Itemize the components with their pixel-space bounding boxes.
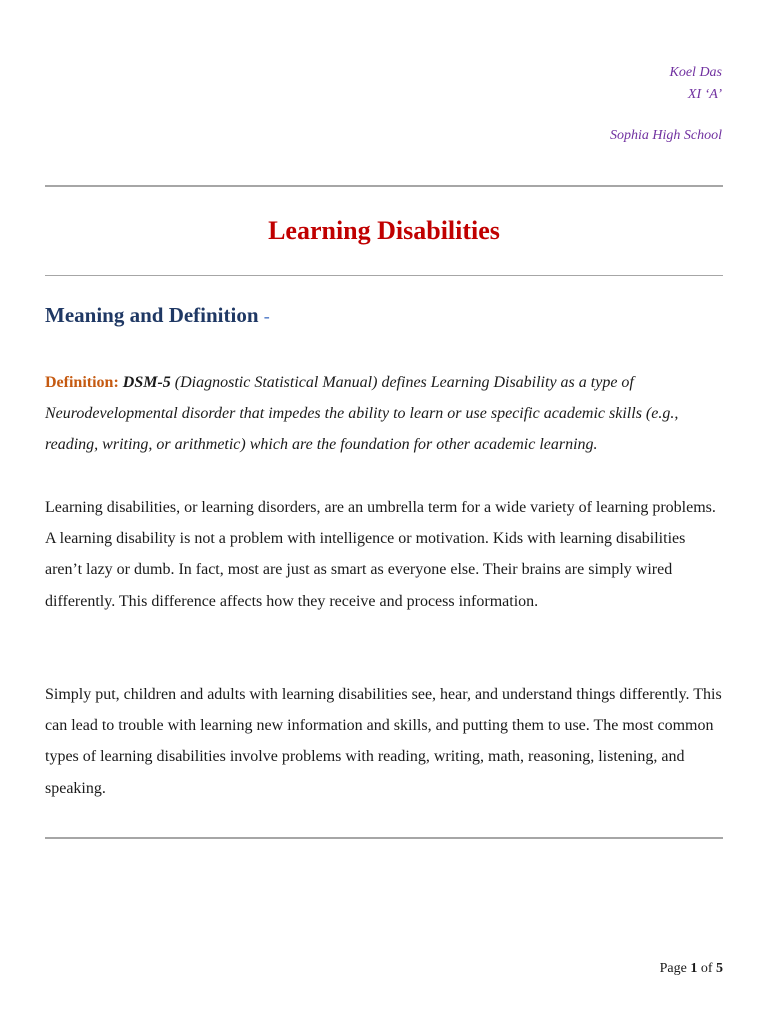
author-class: XI ‘A’ — [687, 87, 722, 102]
definition-text: (Diagnostic Statistical Manual) defines Learning Disability as a type of Neurodevelopmental disorder that impedes the ability to learn or use specific academic skills (e.g., reading, writing, or arithmetic) which are the foundation for other academic learning. — [45, 374, 679, 454]
bottom-divider — [45, 837, 723, 839]
definition-term: DSM-5 — [122, 374, 171, 391]
top-divider — [45, 185, 723, 187]
author-block — [610, 62, 722, 147]
page-number — [660, 958, 723, 980]
body-paragraph-2: Simply put, children and adults with learning disabilities see, hear, and understand things differently. This can lead to trouble with learning new information and skills, and putting them to use. The most common types of learning disabilities involve problems with reading, writing, math, reasoning, listening, and speaking. — [45, 686, 722, 797]
author-name: Koel Das — [669, 65, 722, 80]
page-title: Learning Disabilities — [268, 216, 500, 245]
section-heading — [45, 298, 270, 333]
of-label: of — [700, 961, 713, 976]
current-page: 1 — [690, 961, 698, 976]
definition-paragraph — [45, 367, 725, 461]
page-label: Page — [659, 961, 687, 976]
body-paragraph-1: Learning disabilities, or learning disorders, are an umbrella term for a wide variety of learning problems. A learning disability is not a problem with intelligence or motivation. Kids with learning disabilities aren’t lazy or dumb. In fact, most are just as smart as everyone else. Their brains are simply wired differently. This difference affects how they receive and process information. — [45, 499, 716, 610]
section-heading-text: Meaning and Definition — [45, 303, 259, 327]
total-pages: 5 — [716, 961, 723, 976]
definition-label: Definition: — [45, 374, 119, 391]
title-divider — [45, 275, 723, 276]
author-school: Sophia High School — [610, 128, 722, 143]
section-heading-dash: - — [263, 306, 270, 326]
